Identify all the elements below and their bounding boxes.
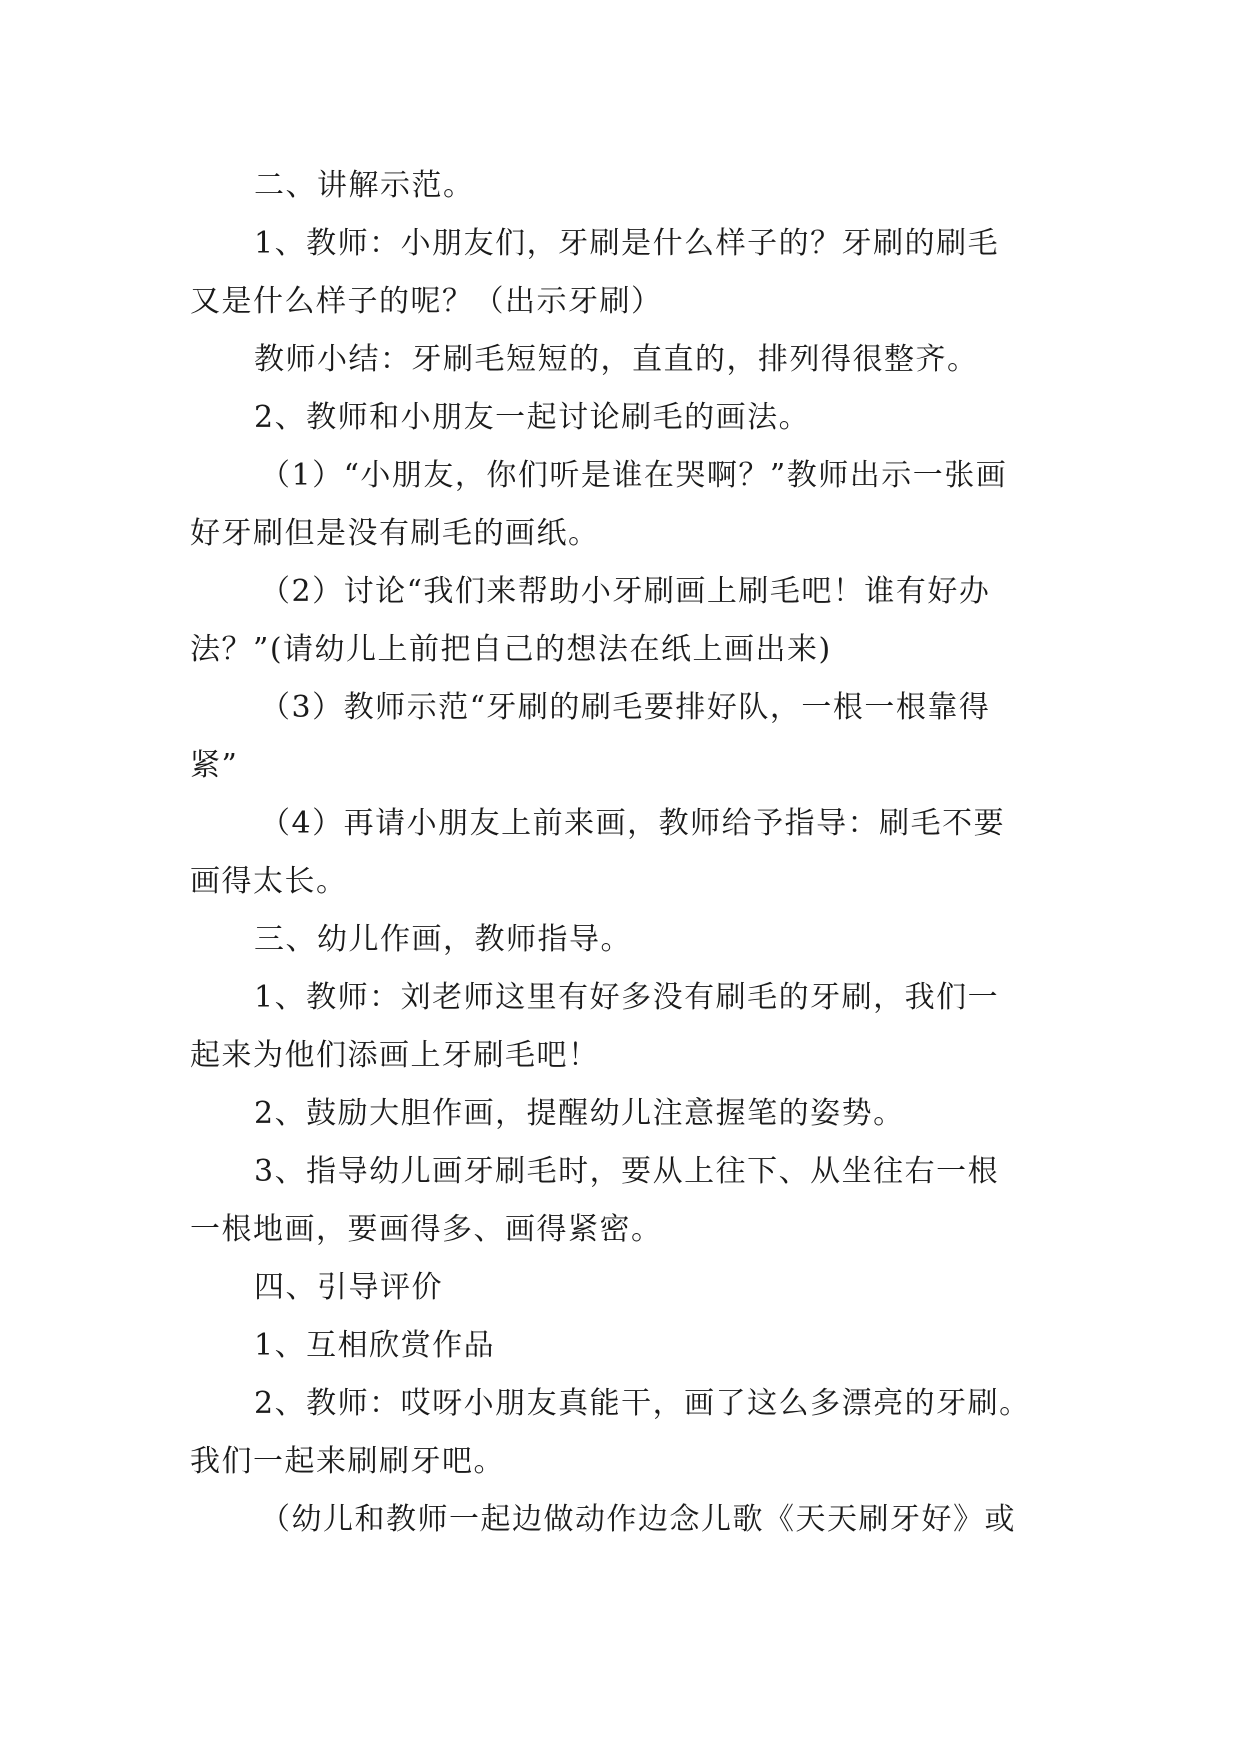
paragraph-line: 法？”(请幼儿上前把自己的想法在纸上画出来): [190, 632, 832, 667]
paragraph-line: 2、鼓励大胆作画，提醒幼儿注意握笔的姿势。: [254, 1096, 905, 1131]
paragraph-line: 1、互相欣赏作品: [254, 1328, 496, 1363]
paragraph-line: （3）教师示范“牙刷的刷毛要排好队，一根一根靠得: [260, 690, 991, 725]
paragraph-line: 1、教师：小朋友们，牙刷是什么样子的？牙刷的刷毛: [254, 226, 1000, 261]
section-heading-2: 二、讲解示范。: [254, 168, 475, 203]
paragraph-line: 2、教师和小朋友一起讨论刷毛的画法。: [254, 400, 811, 435]
paragraph-line: 又是什么样子的呢？（出示牙刷）: [190, 284, 663, 319]
paragraph-line: 好牙刷但是没有刷毛的画纸。: [190, 516, 600, 551]
paragraph-line: 我们一起来刷刷牙吧。: [190, 1444, 505, 1479]
paragraph-line: （1）“小朋友，你们听是谁在哭啊？”教师出示一张画: [260, 458, 1008, 493]
paragraph-line: 画得太长。: [190, 864, 348, 899]
paragraph-line: 1、教师：刘老师这里有好多没有刷毛的牙刷，我们一: [254, 980, 1000, 1015]
paragraph-line: （4）再请小朋友上前来画，教师给予指导：刷毛不要: [260, 806, 1006, 841]
paragraph-line: 一根地画，要画得多、画得紧密。: [190, 1212, 663, 1247]
paragraph-line: 教师小结：牙刷毛短短的，直直的，排列得很整齐。: [254, 342, 979, 377]
paragraph-line: （幼儿和教师一起边做动作边念儿歌《天天刷牙好》或: [260, 1502, 1016, 1537]
paragraph-line: 起来为他们添画上牙刷毛吧！: [190, 1038, 600, 1073]
paragraph-line: （2）讨论“我们来帮助小牙刷画上刷毛吧！谁有好办: [260, 574, 991, 609]
paragraph-line: 紧”: [190, 748, 239, 783]
section-heading-4: 四、引导评价: [254, 1270, 443, 1305]
paragraph-line: 3、指导幼儿画牙刷毛时，要从上往下、从坐往右一根: [254, 1154, 1000, 1189]
section-heading-3: 三、幼儿作画，教师指导。: [254, 922, 632, 957]
paragraph-line: 2、教师：哎呀小朋友真能干，画了这么多漂亮的牙刷。: [254, 1386, 1031, 1421]
document-body: [190, 157, 1050, 1549]
